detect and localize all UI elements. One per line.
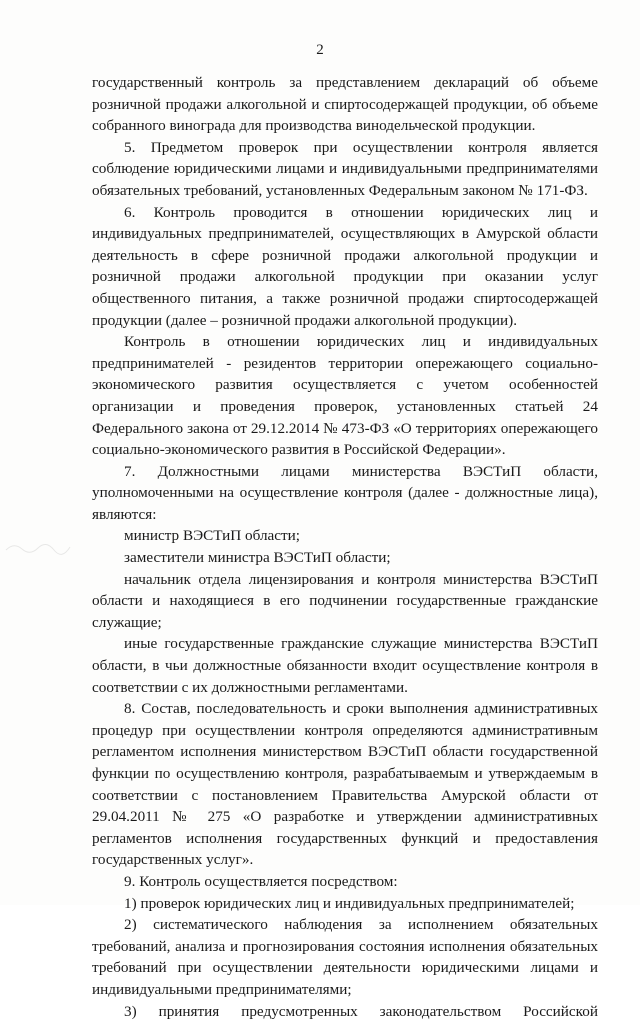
paragraph-9-means: 9. Контроль осуществляется посредством: xyxy=(124,872,398,890)
scan-artifact-mark xyxy=(4,538,74,558)
page-number: 2 xyxy=(316,42,324,58)
list-item-deputies: заместители министра ВЭСТиП области; xyxy=(124,549,391,567)
document-body xyxy=(92,72,598,1022)
paragraph-5-subject: 5. Предметом проверок при осуществлении контроля является соблюдение юридическими лицами и индивидуальными предпринимателями обязательных требований, установленных Федеральным законом № 171-ФЗ. xyxy=(92,138,598,199)
paragraph-7-officials: 7. Должностными лицами министерства ВЭСТиП области, уполномоченными на осуществление контроля (далее - должностные лица), являются: xyxy=(92,462,598,523)
list-item-measures: 3) принятия предусмотренных законодательством Российской xyxy=(124,1002,598,1020)
list-item-department-head: начальник отдела лицензирования и контроля министерства ВЭСТиП области и находящиеся в его подчинении государственные гражданские служащие; xyxy=(92,570,598,631)
paragraph-8-procedures: 8. Состав, последовательность и сроки выполнения административных процедур при осуществлении контроля определяются административным регламентом исполнения министерством ВЭСТиП области государственной функции по осуществлению контроля, разрабатываемым и утверждаемым в соответствии с постановлением Правительства Амурской области от 29.04.2011 № 275 «О разработке и утверждении административных регламентов исполнения государственных функций и предоставления государственных услуг». xyxy=(92,700,598,869)
paragraph-residents: Контроль в отношении юридических лиц и индивидуальных предпринимателей - резидентов территории опережающего социально-экономического развития осуществляется с учетом особенностей организации и проведения проверок, установленных статьей 24 Федерального закона от 29.12.2014 № 473-ФЗ «О территориях опережающего социально-экономического развития в Российской Федерации». xyxy=(92,333,598,459)
paragraph-6-scope: 6. Контроль проводится в отношении юридических лиц и индивидуальных предпринимателей, осуществляющих в Амурской области деятельность в сфере розничной продажи алкогольной продукции и розничной продажи алкогольной продукции при оказании услуг общественного питания, а также розничной продажи спиртосодержащей продукции (далее – розничной продажи алкогольной продукции). xyxy=(92,203,598,329)
list-item-inspections: 1) проверок юридических лиц и индивидуальных предпринимателей; xyxy=(124,894,575,912)
paragraph-continuation: государственный контроль за представлением деклараций об объеме розничной продажи алкогольной и спиртосодержащей продукции, об объеме собранного винограда для производства винодельческой продукции. xyxy=(92,74,598,135)
list-item-minister: министр ВЭСТиП области; xyxy=(124,527,301,545)
list-item-other-servants: иные государственные гражданские служащие министерства ВЭСТиП области, в чьи должностные обязанности входит осуществление контроля в соответствии с их должностными регламентами. xyxy=(92,635,598,696)
list-item-observation: 2) систематического наблюдения за исполнением обязательных требований, анализа и прогнозирования состояния исполнения обязательных требований при осуществлении деятельности юридическими лицами и индивидуальными предпринимателями; xyxy=(92,916,598,998)
